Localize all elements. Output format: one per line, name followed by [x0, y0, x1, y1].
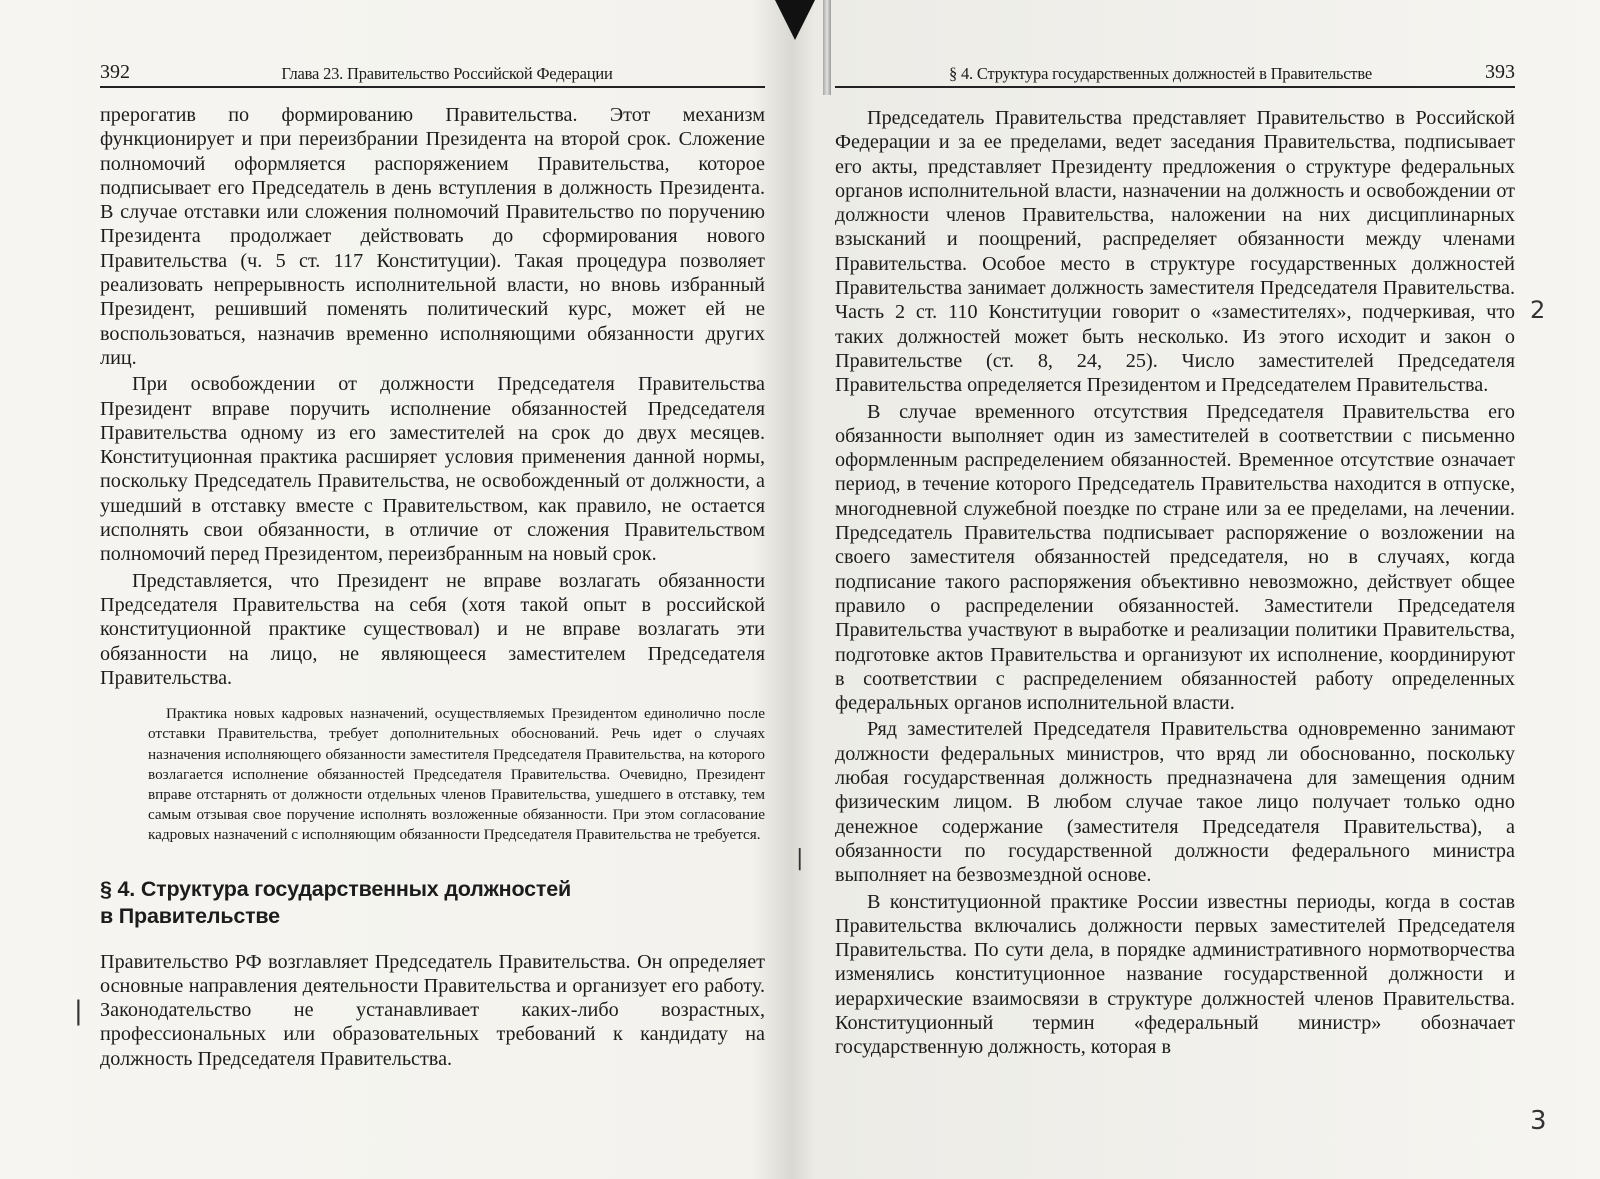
- paragraph: При освобождении от должности Председателя Правительства Президент вправе поручить исполнение обязанностей Председателя Правительства одному из его заместителей на срок до двух месяцев. Конституционная практика расширяет условия применения данной нормы, поскольку Председатель Правительства, не освобожденный от должности, а ушедший в отставку вместе с Правительством, как правило, не остается исполнять свои обязанности, в отличие от сложения Правительством полномочий перед Президентом, переизбранным на новый срок.: [100, 373, 765, 566]
- running-title: § 4. Структура государственных должностей в Правительстве: [949, 64, 1372, 83]
- section-heading: [100, 876, 765, 930]
- page-number: 393: [1484, 61, 1515, 83]
- paragraph: В случае временного отсутствия Председателя Правительства его обязанности выполняет один из заместителей в соответствии с письменно оформленным распределением обязанностей. Временное отсутствие означает период, в течение которого Председатель Правительства находится в отпуске, многодневной служебной поездке по стране или за ее пределами, на лечении. Председатель Правительства подписывает распоряжение о возложении на своего заместителя обязанностей председателя, но в случаях, когда подписание такого распоряжения объективно невозможно, действует общее правило о распределении обязанностей. Заместители Председателя Правительства участвуют в выработке и реализации политики Правительства, подготовке актов Правительства и организуют их исполнение, координируют в соответствии с распределением обязанностей работу определенных федеральных органов исполнительной власти.: [835, 400, 1515, 715]
- section-heading-line: в Правительстве: [100, 903, 280, 928]
- paragraph: прерогатив по формированию Правительства. Этот механизм функционирует и при переизбрании Президента на второй срок. Сложение полномочий оформляется распоряжением Правительства, которое подписывает его Председатель в день вступления в должность Президента. В случае отставки или сложения полномочий Правительство по поручению Президента продолжает действовать до сформирования нового Правительства (ч. 5 ст. 117 Конституции). Такая процедура позволяет реализовать непрерывность исполнительной власти, но вновь избранный Президент, решивший поменять политический курс, может ей не воспользоваться, назначив временно исполняющими обязанности других лиц.: [100, 104, 765, 369]
- small-print-note: Практика новых кадровых назначений, осуществляемых Президентом единолично после отставки Правительства, требует дополнительных обоснований. Речь идет о случаях назначения исполняющего обязанности заместителя Председателя Правительства, на которого возлагается исполнение обязанностей Председателя Правительства. Очевидно, Президент вправе отстарнять от должности отдельных членов Правительства, ушедшего в отставку, тем самым отзывая свое поручение исполнять возложенные обязанности. При этом согласование кадровых назначений с исполняющим обязанности Председателя Правительства не требуется.: [148, 705, 765, 844]
- right-page-header: [835, 56, 1515, 88]
- paragraph: Председатель Правительства представляет Правительство в Российской Федерации и за ее пределами, ведет заседания Правительства, подписывает его акты, представляет Президенту предложения о структуре федеральных органов исполнительной власти, назначении на должность и освобождении от должности членов Правительства, наложении на них дисциплинарных взысканий и поощрений, распределяет обязанности между членами Правительства. Особое место в структуре государственных должностей Правительства занимает должность заместителя Председателя Правительства. Часть 2 ст. 110 Конституции говорит о «заместителях», подчеркивая, что таких должностей может быть несколько. Из этого исходит и закон о Правительстве (ст. 8, 24, 25). Число заместителей Председателя Правительства определяется Президентом и Председателем Правительства.: [835, 107, 1515, 397]
- paragraph: Правительство РФ возглавляет Председатель Правительства. Он определяет основные направления деятельности Правительства и организует его работу. Законодательство не устанавливает каких-либо возрастных, профессиональных или образовательных требований к кандидату на должность Председателя Правительства.: [100, 950, 765, 1070]
- page-number: 392: [100, 61, 130, 83]
- left-page-body: [100, 103, 765, 1071]
- handwritten-number-mark: 2: [1530, 296, 1546, 324]
- handwritten-number-mark: 3: [1530, 1106, 1547, 1136]
- right-page-body: [835, 106, 1515, 1060]
- margin-bar-mark: |: [74, 996, 83, 1026]
- left-page-header: [100, 56, 765, 88]
- running-title: Глава 23. Правительство Российской Федерации: [281, 64, 613, 83]
- section-heading-line: § 4. Структура государственных должностей: [100, 876, 571, 901]
- paragraph: В конституционной практике России известны периоды, когда в состав Правительства включались должности первых заместителей Председателя Правительства. По сути дела, в порядке административного нормотворчества изменялись конституционное название государственной должности и иерархические взаимосвязи в структуре должностей членов Правительства. Конституционный термин «федеральный министр» обозначает государственную должность, которая в: [835, 890, 1515, 1059]
- paragraph: Ряд заместителей Председателя Правительства одновременно занимают должности федеральных министров, что вряд ли обоснованно, поскольку любая государственная должность предназначена для замещения одним физическим лицом. В любом случае такое лицо получает только одно денежное содержание (заместителя Председателя Правительства), а обязанности по государственной должности федерального министра выполняет на безвозмездной основе.: [835, 718, 1515, 887]
- margin-bar-mark: |: [796, 846, 804, 871]
- right-page: [796, 0, 1600, 1179]
- paragraph: Представляется, что Президент не вправе возлагать обязанности Председателя Правительства на себя (хотя такой опыт в российской конституционной практике существовал) и не вправе возлагать эти обязанности на лицо, не являющееся заместителем Председателя Правительства.: [100, 569, 765, 689]
